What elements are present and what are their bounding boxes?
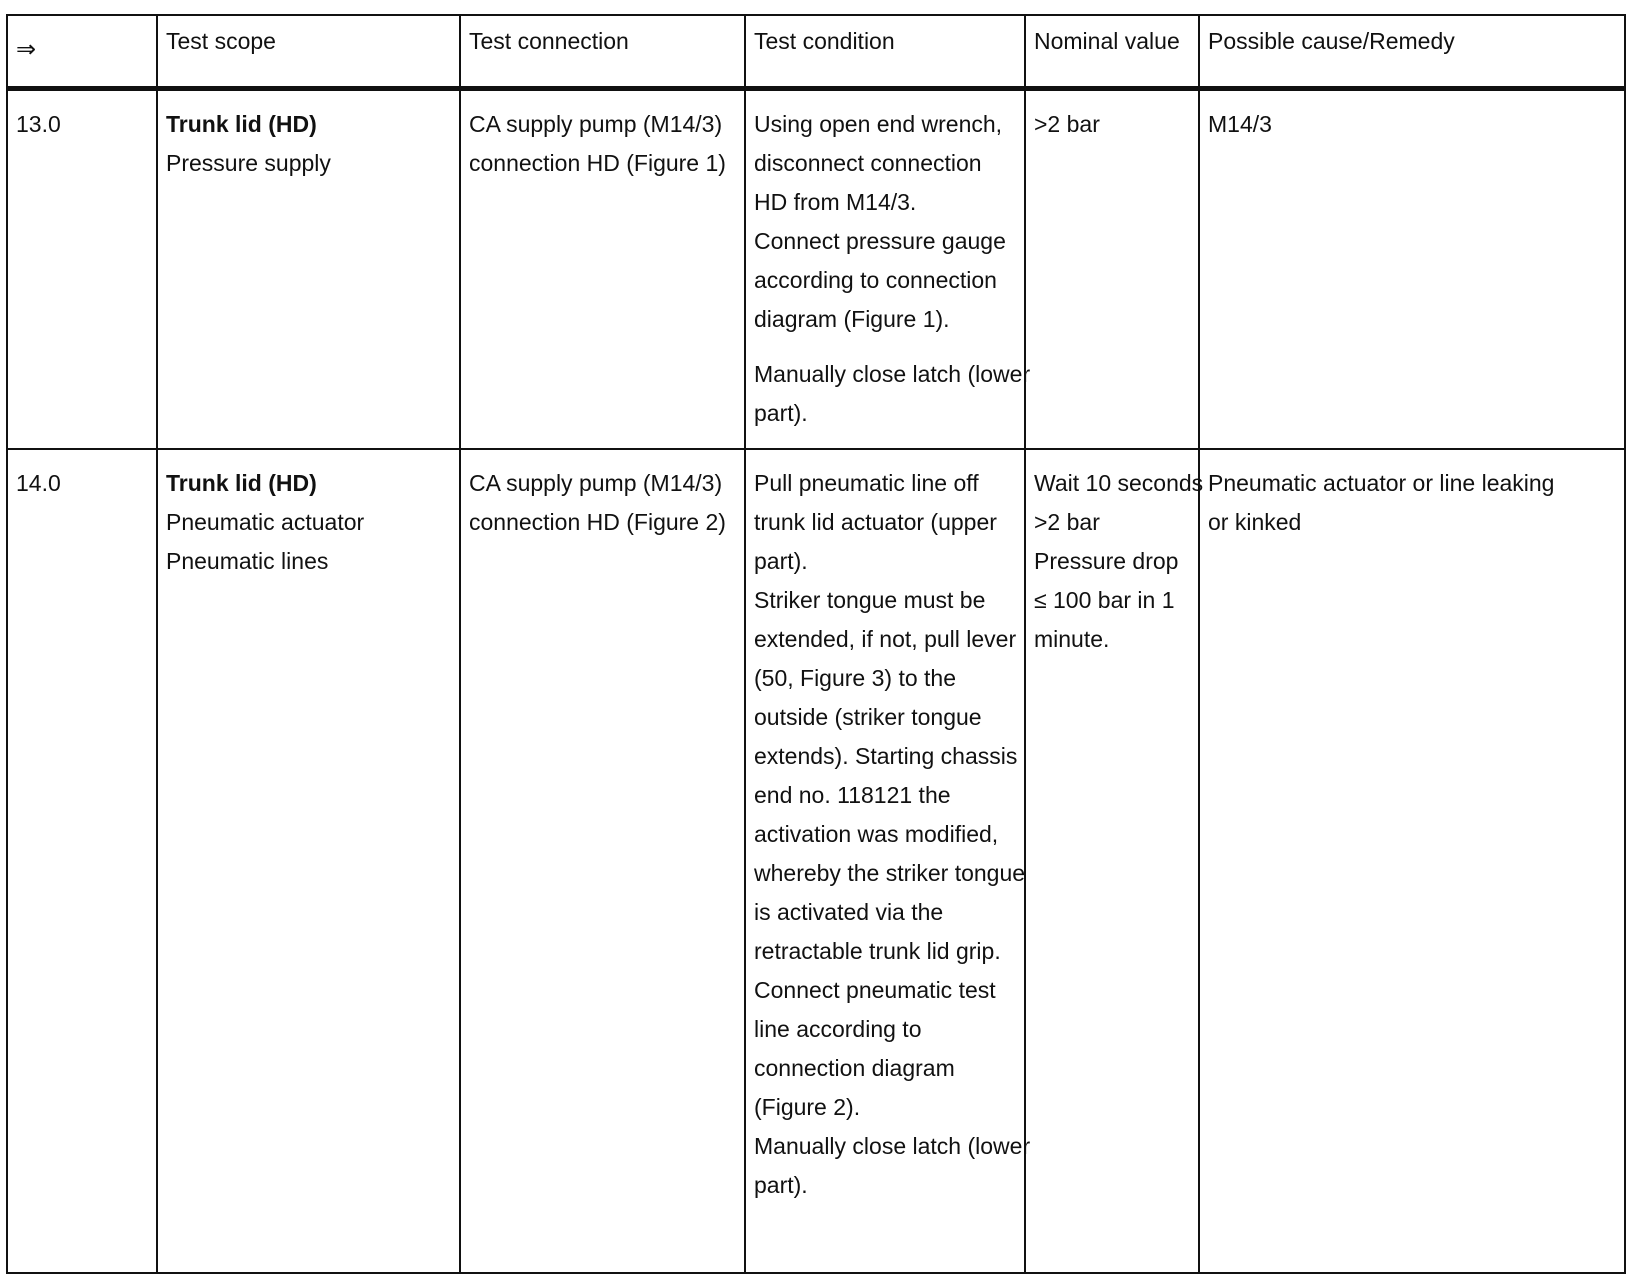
cause-line: M14/3 bbox=[1208, 111, 1272, 137]
condition-line: Connect pneumatic test bbox=[754, 977, 996, 1003]
connection-line: CA supply pump (M14/3) bbox=[469, 470, 723, 496]
condition-line: HD from M14/3. bbox=[754, 189, 917, 215]
condition-line: according to connection bbox=[754, 267, 997, 293]
nominal-line: Pressure drop bbox=[1034, 548, 1179, 574]
condition-line: retractable trunk lid grip. bbox=[754, 938, 1001, 964]
connection-line: connection HD (Figure 2) bbox=[469, 509, 726, 535]
condition-line: extended, if not, pull lever bbox=[754, 626, 1017, 652]
step-number bbox=[7, 449, 157, 1273]
scope-title: Trunk lid (HD) bbox=[166, 470, 317, 496]
nominal-line: ≤ 100 bar in 1 bbox=[1034, 587, 1175, 613]
condition-line: diagram (Figure 1). bbox=[754, 306, 950, 332]
possible-cause-cell bbox=[1199, 89, 1625, 450]
test-scope-cell bbox=[157, 89, 460, 450]
condition-line: Manually close latch (lower bbox=[754, 1133, 1031, 1159]
scope-line: Pneumatic actuator bbox=[166, 509, 365, 535]
condition-line: outside (striker tongue bbox=[754, 704, 982, 730]
condition-line: part). bbox=[754, 548, 808, 574]
nominal-line: Wait 10 seconds bbox=[1034, 470, 1204, 496]
possible-cause-cell bbox=[1199, 449, 1625, 1273]
condition-line: whereby the striker tongue bbox=[754, 860, 1026, 886]
nominal-line: >2 bar bbox=[1034, 111, 1100, 137]
nominal-value-cell bbox=[1025, 89, 1199, 450]
test-condition-cell bbox=[745, 89, 1031, 450]
header-row bbox=[7, 15, 1625, 89]
cause-line: Pneumatic actuator or line leaking bbox=[1208, 470, 1555, 496]
condition-line: extends). Starting chassis bbox=[754, 743, 1018, 769]
header-test-connection: Test connection bbox=[460, 15, 745, 89]
test-scope-cell bbox=[157, 449, 460, 1273]
nominal-line: >2 bar bbox=[1034, 509, 1100, 535]
test-table bbox=[6, 14, 1626, 1274]
step-value: 14.0 bbox=[16, 470, 61, 496]
condition-line: end no. 118121 the bbox=[754, 782, 951, 808]
condition-line: connection diagram bbox=[754, 1055, 955, 1081]
condition-line: activation was modified, bbox=[754, 821, 999, 847]
condition-line: trunk lid actuator (upper bbox=[754, 509, 997, 535]
header-possible-cause: Possible cause/Remedy bbox=[1199, 15, 1625, 89]
table-row-14 bbox=[7, 449, 1625, 1273]
condition-line: disconnect connection bbox=[754, 150, 982, 176]
connection-line: connection HD (Figure 1) bbox=[469, 150, 726, 176]
condition-line: Using open end wrench, bbox=[754, 111, 1003, 137]
condition-line: part). bbox=[754, 400, 808, 426]
step-value: 13.0 bbox=[16, 111, 61, 137]
nominal-value-cell bbox=[1025, 449, 1204, 1273]
test-connection-cell bbox=[460, 89, 745, 450]
header-test-condition: Test condition bbox=[745, 15, 1025, 89]
condition-line: (Figure 2). bbox=[754, 1094, 861, 1120]
paragraph-gap bbox=[754, 339, 1016, 355]
scope-title: Trunk lid (HD) bbox=[166, 111, 317, 137]
connection-line: CA supply pump (M14/3) bbox=[469, 111, 723, 137]
condition-line: line according to bbox=[754, 1016, 922, 1042]
header-test-scope: Test scope bbox=[157, 15, 460, 89]
condition-line: Connect pressure gauge bbox=[754, 228, 1006, 254]
condition-line: part). bbox=[754, 1172, 808, 1198]
test-condition-cell bbox=[745, 449, 1031, 1273]
scope-line: Pressure supply bbox=[166, 150, 331, 176]
cause-line: or kinked bbox=[1208, 509, 1302, 535]
condition-line: Manually close latch (lower bbox=[754, 361, 1031, 387]
nominal-line: minute. bbox=[1034, 626, 1110, 652]
condition-line: is activated via the bbox=[754, 899, 944, 925]
test-procedure-sheet bbox=[6, 14, 1624, 1274]
table-row-13 bbox=[7, 89, 1625, 450]
test-connection-cell bbox=[460, 449, 745, 1273]
header-arrow: ⇒ bbox=[7, 15, 157, 89]
header-nominal-value: Nominal value bbox=[1025, 15, 1199, 89]
condition-line: (50, Figure 3) to the bbox=[754, 665, 956, 691]
step-number bbox=[7, 89, 157, 450]
condition-line: Pull pneumatic line off bbox=[754, 470, 979, 496]
condition-line: Striker tongue must be bbox=[754, 587, 986, 613]
scope-line: Pneumatic lines bbox=[166, 548, 329, 574]
